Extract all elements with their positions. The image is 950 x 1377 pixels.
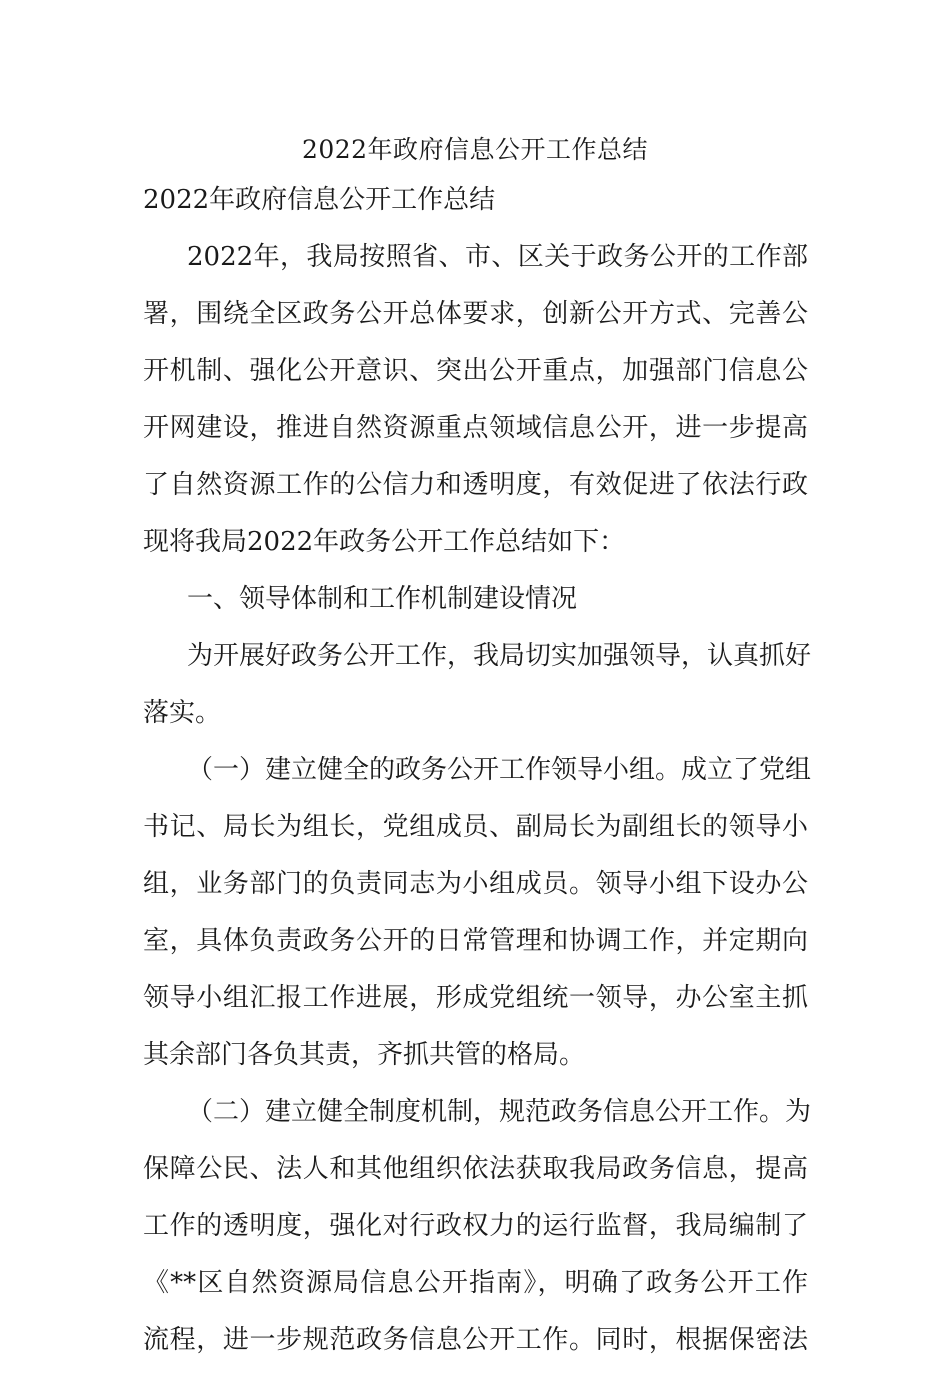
- text-line: 其余部门各负其责，齐抓共管的格局。: [143, 1040, 586, 1070]
- text-line: 一、领导体制和工作机制建设情况: [187, 584, 578, 614]
- text-line: 署，围绕全区政务公开总体要求，创新公开方式、完善公: [143, 299, 808, 329]
- text-line: 保障公民、法人和其他组织依法获取我局政务信息，提高: [143, 1154, 808, 1184]
- text-line: 流程，进一步规范政务信息公开工作。同时，根据保密法: [143, 1325, 808, 1355]
- text-line: 2022年政府信息公开工作总结: [143, 185, 496, 215]
- text-line: 落实。: [143, 698, 222, 728]
- text-line: 书记、局长为组长，党组成员、副局长为副组长的领导小: [143, 812, 808, 842]
- text-line: （一）建立健全的政务公开工作领导小组。成立了党组: [187, 755, 812, 785]
- text-line: 2022年，我局按照省、市、区关于政务公开的工作部: [187, 242, 808, 272]
- text-line: 了自然资源工作的公信力和透明度，有效促进了依法行政: [143, 470, 808, 500]
- text-line: 开网建设，推进自然资源重点领域信息公开，进一步提高: [143, 413, 808, 443]
- text-line: 工作的透明度，强化对行政权力的运行监督，我局编制了: [143, 1211, 808, 1241]
- text-line: 室，具体负责政务公开的日常管理和协调工作，并定期向: [143, 926, 808, 956]
- text-line: 组，业务部门的负责同志为小组成员。领导小组下设办公: [143, 869, 808, 899]
- text-line: 《**区自然资源局信息公开指南》，明确了政务公开工作: [143, 1268, 808, 1298]
- text-line: 开机制、强化公开意识、突出公开重点，加强部门信息公: [143, 356, 808, 386]
- text-line: 现将我局2022年政务公开工作总结如下：: [143, 527, 626, 557]
- document-body: [143, 180, 812, 1377]
- text-line: 为开展好政务公开工作，我局切实加强领导，认真抓好: [187, 641, 812, 671]
- document-title: 2022年政府信息公开工作总结: [301, 135, 649, 164]
- text-line: （二）建立健全制度机制，规范政务信息公开工作。为: [187, 1097, 812, 1127]
- text-line: 领导小组汇报工作进展，形成党组统一领导，办公室主抓: [143, 983, 808, 1013]
